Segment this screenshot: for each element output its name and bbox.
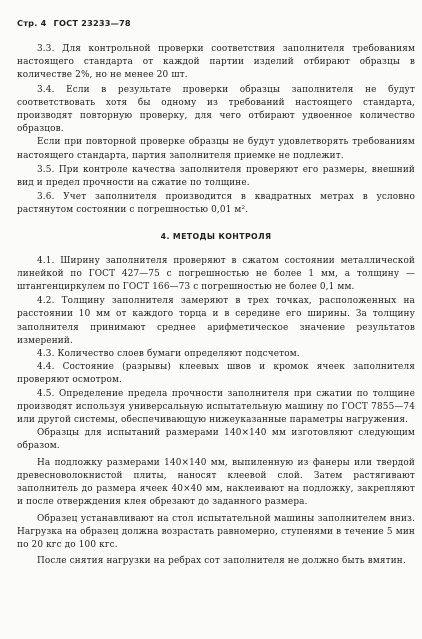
paragraph-3-4-cont: Если при повторной проверке образцы не будут удовлетворять требованиям настоящего стандарта, партия заполнителя приемке не подлежит. xyxy=(17,137,415,161)
paragraph-4-3: 4.3. Количество слоев бумаги определяют подсчетом. xyxy=(37,349,300,360)
paragraph-4-5: 4.5. Определение предела прочности заполнителя при сжатии по толщине производят используя универсальную испытательную машину по ГОСТ 7855—74 или другой системы, обеспечивающую нижеуказанные параметры нагружения. xyxy=(17,388,415,426)
paragraph-4-5-prep: На подложку размерами 140×140 мм, выпиленную из фанеры или твердой древесноволокнистой плиты, наносят клеевой слой. Затем растягивают заполнитель до размера ячеек 40×40 мм, наклеивают на подложку, закрепляют и после отверждения клея обрезают до заданного размера. xyxy=(17,457,415,508)
section-title: 4. МЕТОДЫ КОНТРОЛЯ xyxy=(160,231,272,241)
paragraph-3-5: 3.5. При контроле качества заполнителя проверяют его размеры, внешний вид и предел прочности на сжатие по толщине. xyxy=(17,164,415,189)
page-header xyxy=(17,18,412,28)
standard-code: ГОСТ 23233—78 xyxy=(53,18,131,28)
paragraph-4-2: 4.2. Толщину заполнителя замеряют в трех точках, расположенных на расстоянии 10 мм от каждого торца и в середине его ширины. За толщину заполнителя принимают среднее арифметическое значение результатов измерений. xyxy=(17,296,415,346)
paragraph-3-6: 3.6. Учет заполнителя производится в квадратных метрах в условно растянутом состоянии с погрешностью 0,01 м². xyxy=(17,192,415,216)
paragraph-4-1: 4.1. Ширину заполнителя проверяют в сжатом состоянии металлической линейкой по ГОСТ 427—75 с погрешностью не более 1 мм, а толщину — штангенциркулем по ГОСТ 166—73 с погрешностью не более 0,1 мм. xyxy=(17,255,415,293)
paragraph-4-5-samples: Образцы для испытаний размерами 140×140 мм изготовляют следующим образом. xyxy=(17,428,415,452)
paragraph-3-3: 3.3. Для контрольной проверки соответствия заполнителя требованиям настоящего стандарта от каждой партии изделий отбирают образцы в количестве 2%, но не менее 20 шт. xyxy=(17,44,415,81)
paragraph-3-4: 3.4. Если в результате проверки образцы заполнителя не будут соответствовать хотя бы одному из требований настоящего стандарта, производят повторную проверку, для чего отбирают удвоенное количество образцов. xyxy=(17,84,415,135)
document-body xyxy=(17,43,415,568)
page-number: Стр. 4 xyxy=(17,18,47,28)
paragraph-4-5-result: После снятия нагрузки на ребрах сот заполнителя не должно быть вмятин. xyxy=(37,556,406,567)
paragraph-4-5-load: Образец устанавливают на стол испытательной машины заполнителем вниз. Нагрузка на образец должна возрастать равномерно, ступенями в течение 5 мин по 20 кгс до 100 кгс. xyxy=(17,513,415,550)
paragraph-4-4: 4.4. Состояние (разрывы) клеевых швов и кромок ячеек заполнителя проверяют осмотром. xyxy=(17,362,415,386)
